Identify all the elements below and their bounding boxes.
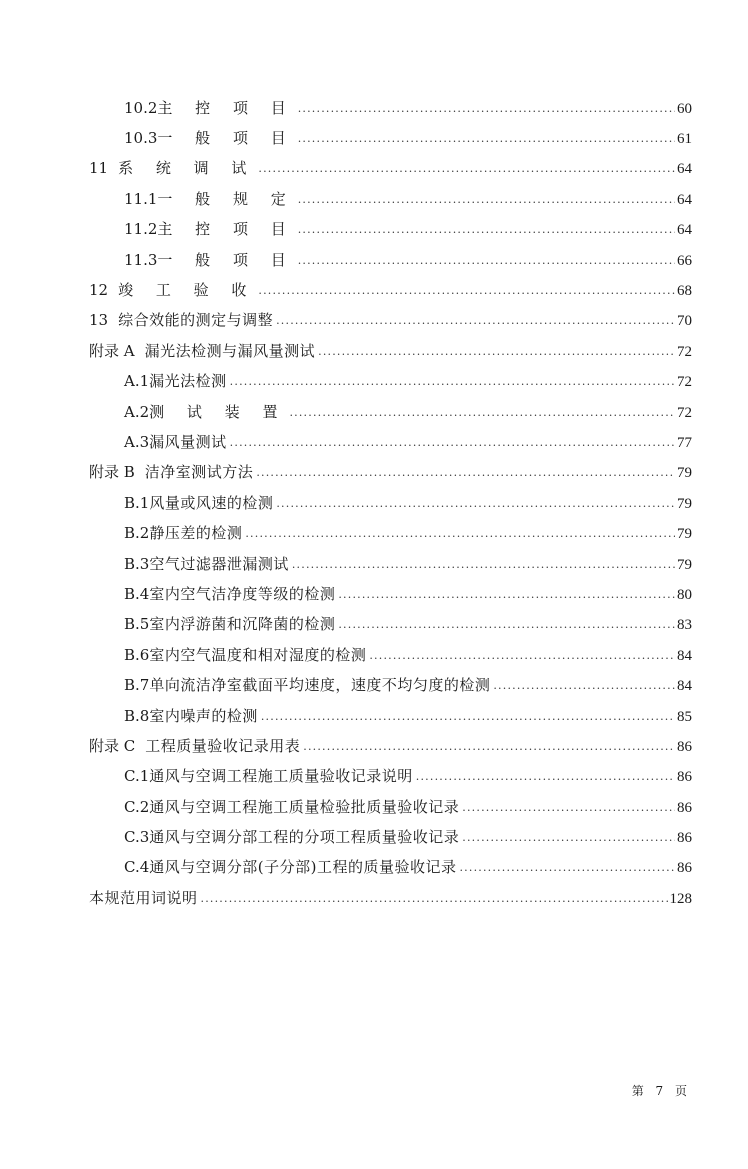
dot-leader (338, 588, 675, 601)
toc-entry-title: 漏光法检测与漏风量测试 (144, 341, 316, 360)
toc-entry-title: 洁净室测试方法 (144, 463, 254, 482)
toc-entry-page: 86 (677, 738, 692, 755)
toc-entry-number: A.2 (124, 402, 150, 421)
toc-entry-title: 室内空气洁净度等级的检测 (149, 584, 336, 603)
dot-leader (298, 193, 675, 206)
dot-leader (298, 223, 675, 236)
toc-entry[interactable] (0, 396, 692, 426)
dot-leader (298, 132, 675, 145)
toc-entry-page: 79 (677, 495, 692, 512)
toc-entry-number: 11.2 (124, 220, 158, 239)
toc-entry-number: B.4 (124, 584, 150, 603)
toc-entry[interactable] (0, 517, 692, 547)
toc-entry[interactable] (0, 730, 692, 760)
toc-entry[interactable] (0, 122, 692, 152)
toc-entry[interactable] (0, 548, 692, 578)
toc-entry-page: 64 (677, 161, 692, 178)
dot-leader (462, 831, 675, 844)
toc-entry-title: 漏光法检测 (149, 372, 227, 391)
toc-entry-title: 静压差的检测 (149, 524, 243, 543)
toc-entry-title: 室内浮游菌和沉降菌的检测 (149, 615, 336, 634)
toc-entry-page: 66 (677, 252, 692, 269)
toc-entry[interactable] (0, 791, 692, 821)
toc-entry-page: 86 (677, 830, 692, 847)
dot-leader (276, 314, 675, 327)
toc-entry[interactable] (0, 882, 692, 912)
toc-entry-page: 128 (669, 890, 692, 907)
toc-entry-number: 11.1 (124, 189, 158, 208)
toc-entry[interactable] (0, 335, 692, 365)
toc-entry-title: 室内空气温度和相对湿度的检测 (149, 645, 367, 664)
toc-entry-page: 79 (677, 526, 692, 543)
toc-entry-title: 主 控 项 目 (157, 220, 295, 239)
dot-leader (292, 558, 675, 571)
dot-leader (256, 466, 675, 479)
page-number-footer: 第 7 页 (631, 1084, 691, 1098)
toc-entry-number: 13 (89, 311, 109, 330)
toc-entry-number: B.2 (124, 524, 150, 543)
toc-entry-number: B.3 (124, 554, 150, 573)
toc-entry-page: 79 (677, 556, 692, 573)
dot-leader (258, 162, 675, 175)
toc-entry-title: 单向流洁净室截面平均速度，速度不均匀度的检测 (149, 676, 491, 695)
toc-entry-number: B.6 (124, 645, 150, 664)
toc-entry-number: C.2 (124, 797, 150, 816)
dot-leader (493, 679, 675, 692)
toc-entry-title: 一 般 项 目 (157, 129, 295, 148)
toc-entry-title: 系 统 调 试 (118, 159, 256, 178)
dot-leader (338, 618, 675, 631)
toc-entry-title: 一 般 规 定 (157, 189, 295, 208)
toc-entry-number: B.7 (124, 676, 150, 695)
toc-entry-number: A.3 (124, 432, 150, 451)
dot-leader (459, 861, 675, 874)
toc-entry[interactable] (0, 305, 692, 335)
toc-entry-number: B.8 (124, 706, 150, 725)
toc-entry-title: 漏风量测试 (149, 432, 227, 451)
toc-entry-page: 72 (677, 343, 692, 360)
dot-leader (245, 527, 675, 540)
toc-entry-title: 通风与空调工程施工质量验收记录说明 (149, 767, 413, 786)
dot-leader (369, 649, 675, 662)
toc-entry-number: 附录 B (89, 463, 135, 482)
toc-entry-title: 工程质量验收记录用表 (145, 736, 301, 755)
toc-entry-title: 通风与空调分部(子分部)工程的质量验收记录 (149, 858, 457, 877)
toc-entry-number: 附录 A (89, 341, 135, 360)
dot-leader (201, 892, 668, 905)
toc-entry-page: 80 (677, 586, 692, 603)
toc-entry-number: A.1 (124, 372, 150, 391)
toc-entry-number: 10.3 (124, 129, 158, 148)
toc-entry-page: 79 (677, 465, 692, 482)
toc-entry-number: B.5 (124, 615, 150, 634)
toc-entry-title: 本规范用词说明 (89, 888, 198, 907)
toc-entry-page: 84 (677, 647, 692, 664)
toc-entry[interactable] (0, 852, 692, 882)
toc-entry-page: 64 (677, 191, 692, 208)
dot-leader (261, 710, 675, 723)
dot-leader (289, 406, 675, 419)
toc-entry-number: B.1 (124, 493, 150, 512)
toc-entry-page: 72 (677, 374, 692, 391)
dot-leader (230, 436, 675, 449)
toc-entry-title: 主 控 项 目 (157, 98, 295, 117)
toc-entry-page: 86 (677, 769, 692, 786)
dot-leader (416, 770, 675, 783)
toc-entry-page: 86 (677, 860, 692, 877)
toc-entry[interactable] (0, 609, 692, 639)
toc-entry-page: 72 (677, 404, 692, 421)
toc-entry-title: 通风与空调分部工程的分项工程质量验收记录 (149, 828, 460, 847)
toc-entry[interactable] (0, 639, 692, 669)
toc-entry-page: 83 (677, 617, 692, 634)
dot-leader (298, 102, 675, 115)
toc-entry-number: 11.3 (124, 250, 158, 269)
toc-entry-page: 61 (677, 131, 692, 148)
toc-entry-page: 64 (677, 222, 692, 239)
toc-entry-page: 86 (677, 799, 692, 816)
toc-entry-title: 一 般 项 目 (157, 250, 295, 269)
dot-leader (462, 801, 675, 814)
toc-entry[interactable] (0, 366, 692, 396)
toc-entry-page: 85 (677, 708, 692, 725)
toc-entry[interactable] (0, 821, 692, 851)
toc-entry-title: 通风与空调工程施工质量检验批质量验收记录 (149, 797, 460, 816)
toc-entry[interactable] (0, 244, 692, 274)
toc-entry-page: 84 (677, 678, 692, 695)
toc-entry[interactable] (0, 761, 692, 791)
toc-entry[interactable] (0, 92, 692, 122)
toc-entry[interactable] (0, 183, 692, 213)
dot-leader (318, 345, 675, 358)
toc-entry-number: C.4 (124, 858, 150, 877)
toc-entry-number: 附录 C (89, 736, 136, 755)
toc-entry[interactable] (0, 153, 692, 183)
toc-entry-number: 10.2 (124, 98, 158, 117)
dot-leader (303, 740, 675, 753)
toc-entry[interactable] (0, 700, 692, 730)
toc-entry[interactable] (0, 274, 692, 304)
toc-entry-title: 室内噪声的检测 (149, 706, 258, 725)
toc-entry[interactable] (0, 426, 692, 456)
toc-entry-title: 风量或风速的检测 (149, 493, 274, 512)
toc-entry-title: 测 试 装 置 (149, 402, 287, 421)
toc-entry-title: 空气过滤器泄漏测试 (149, 554, 289, 573)
toc-entry-number: 12 (89, 281, 109, 300)
toc-entry-number: C.1 (124, 767, 150, 786)
toc-entry-page: 70 (677, 313, 692, 330)
table-of-contents (0, 92, 748, 913)
toc-entry-page: 60 (677, 100, 692, 117)
toc-entry[interactable] (0, 578, 692, 608)
toc-entry-page: 77 (677, 434, 692, 451)
dot-leader (298, 254, 675, 267)
toc-entry[interactable] (0, 457, 692, 487)
toc-entry-page: 68 (677, 283, 692, 300)
toc-entry-number: C.3 (124, 828, 150, 847)
toc-entry-number: 11 (89, 159, 109, 178)
toc-entry-title: 竣 工 验 收 (118, 281, 256, 300)
dot-leader (230, 375, 675, 388)
dot-leader (258, 284, 675, 297)
toc-entry[interactable] (0, 214, 692, 244)
toc-entry-title: 综合效能的测定与调整 (118, 311, 274, 330)
toc-entry[interactable] (0, 487, 692, 517)
dot-leader (276, 497, 675, 510)
toc-entry[interactable] (0, 669, 692, 699)
